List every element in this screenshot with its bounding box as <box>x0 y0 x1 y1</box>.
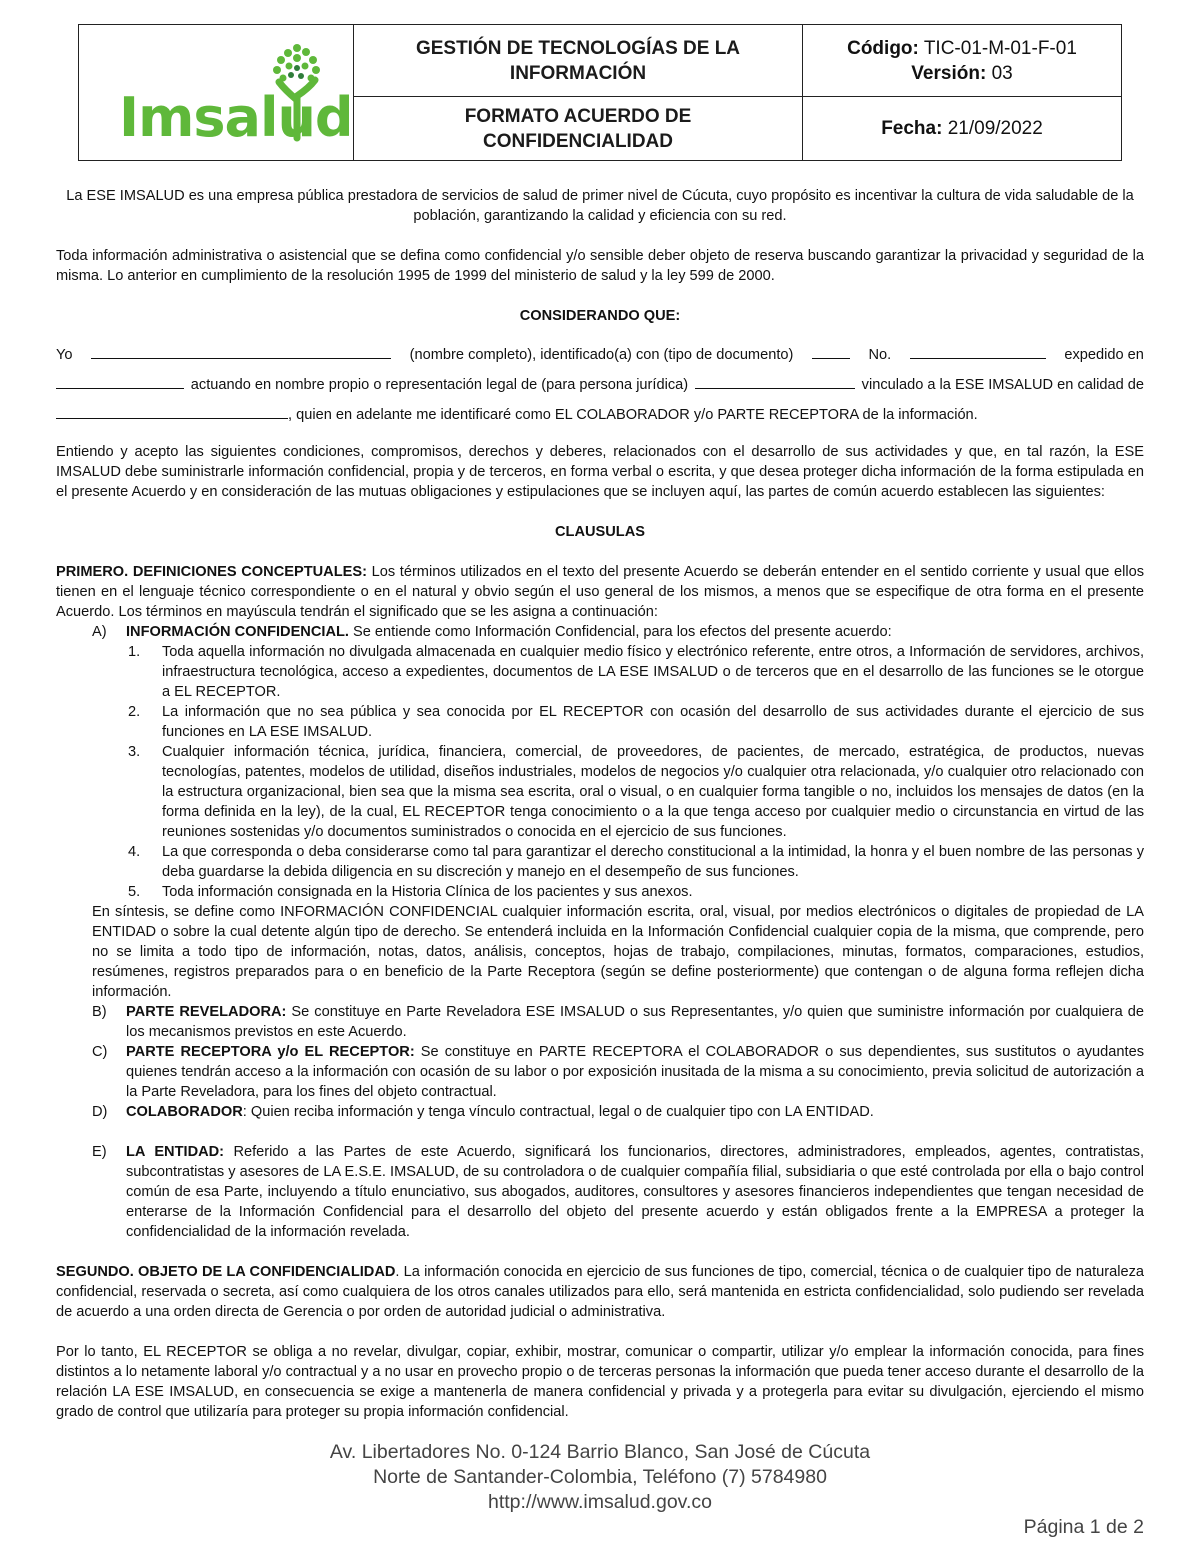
clausulas-heading: CLAUSULAS <box>555 524 645 540</box>
document-type-blank[interactable] <box>812 344 850 359</box>
list-item <box>56 842 1144 882</box>
form-actuando-label: actuando en nombre propio o representación legal de (para persona jurídica) <box>190 377 689 393</box>
definition-d <box>56 1102 1144 1122</box>
codigo-value: TIC-01-M-01-F-01 <box>923 37 1077 59</box>
list-item-number: 2. <box>128 704 141 720</box>
version-label: Versión: <box>911 62 987 84</box>
document-number-blank[interactable] <box>910 344 1046 359</box>
form-nombre-label: (nombre completo), identificado(a) con (tipo de documento) <box>409 347 794 363</box>
list-item-text: Toda información consignada en la Historia Clínica de los pacientes y sus anexos. <box>162 884 693 900</box>
segundo-title: SEGUNDO. OBJETO DE LA CONFIDENCIALIDAD <box>56 1264 396 1280</box>
logo-wordmark: Imsalud <box>119 85 353 149</box>
form-quien-label: , quien en adelante me identificaré como EL COLABORADOR y/o PARTE RECEPTORA de la información. <box>288 407 978 423</box>
list-item <box>56 882 1144 902</box>
intro-paragraph-1: La ESE IMSALUD es una empresa pública prestadora de servicios de salud de primer nivel de Cúcuta, cuyo propósito es incentivar la cultura de vida saludable de la población, garantizando la calidad y eficiencia con su red. <box>66 188 1134 224</box>
list-item <box>56 742 1144 842</box>
definition-b-title: PARTE REVELADORA: <box>126 1004 287 1020</box>
entiendo-paragraph: Entiendo y acepto las siguientes condiciones, compromisos, derechos y deberes, relacionados con el desarrollo de sus actividades y que, en tal razón, la ESE IMSALUD debe suministrarle información confidencial, propia y de terceros, en forma verbal o escrita, y que desea proteger dicha información de la forma estipulada en el presente Acuerdo y en consideración de las mutuas obligaciones y estipulaciones que se incluyen aquí, las partes de común acuerdo establecen las siguientes: <box>56 444 1144 500</box>
form-expedido-label: expedido en <box>1064 347 1144 363</box>
definition-e <box>56 1142 1144 1242</box>
definition-a-title: INFORMACIÓN CONFIDENCIAL. <box>126 624 349 640</box>
footer-website-link[interactable]: http://www.imsalud.gov.co <box>488 1491 712 1513</box>
fecha-value: 21/09/2022 <box>947 118 1043 139</box>
list-item-text: Cualquier información técnica, jurídica, financiera, comercial, de proveedores, de pacientes, de mercado, estratégica, de productos, nuevas tecnologías, patentes, modelos de utilidad, diseños industriales, modelos de negocios y/o cualquier otra relacionada, y/o cualquier otro relacionado con la estructura organizacional, bien sea que la misma sea escrita, oral o visual, o en cualquier forma tangible o no, incluidos los mensajes de datos (en la forma definida en la ley), de la cual, EL RECEPTOR tenga conocimiento o a la que tenga acceso por cualquier medio o circunstancia en virtud de las reuniones sostenidas y/o documentos suministrados o conocida en el ejercicio de sus funciones. <box>162 744 1144 840</box>
page-footer <box>0 1440 1200 1515</box>
role-blank[interactable] <box>56 404 288 419</box>
format-title-line2: CONFIDENCIALIDAD <box>483 130 673 152</box>
version-value: 03 <box>991 62 1013 84</box>
clause-primero <box>56 562 1144 622</box>
process-title-line1: GESTIÓN DE TECNOLOGÍAS DE LA <box>415 37 741 59</box>
primero-text: Los términos utilizados en el texto del presente Acuerdo se deberán entender en el sentido corriente y usual que ellos tienen en el lenguaje técnico correspondiente o en el natural y obvio según el uso general de los mismos, a menos que se especifique de otra forma en el presente Acuerdo. Los términos en mayúscula tendrán el significado que se les asigna a continuación: <box>56 564 1144 620</box>
issued-place-blank[interactable] <box>56 374 184 389</box>
identification-form <box>56 340 1144 430</box>
clause-segundo <box>56 1262 1144 1322</box>
legal-entity-blank[interactable] <box>695 374 855 389</box>
portanto-paragraph: Por lo tanto, EL RECEPTOR se obliga a no revelar, divulgar, copiar, exhibir, mostrar, comunicar o compartir, utilizar y/o emplear la información conocida, para fines distintos a lo netamente laboral y/o contractual y a no usar en provecho propio o de terceras personas la información que pueda tener acceso durante el desarrollo de la relación LA ESE IMSALUD, en consecuencia se exige a mantenerla de manera confidencial y privada y a protegerla para evitar su divulgación, ejerciendo el mismo grado de control que utilizaría para proteger su propia información confidencial. <box>56 1344 1144 1420</box>
definition-a-label: A) <box>92 624 107 640</box>
list-item-text: La información que no sea pública y sea conocida por EL RECEPTOR con ocasión del desarrollo de sus actividades durante el ejercicio de sus funciones en LA ESE IMSALUD. <box>162 704 1144 740</box>
footer-address: Av. Libertadores No. 0-124 Barrio Blanco, San José de Cúcuta <box>329 1441 871 1463</box>
definition-a-text: Se entiende como Información Confidencial, para los efectos del presente acuerdo: <box>348 624 892 640</box>
definition-d-title: COLABORADOR <box>126 1104 243 1120</box>
definition-b-text: Se constituye en Parte Reveladora ESE IMSALUD o sus Representantes, y/o quien que suministre información por cualquiera de los mecanismos previstos en este Acuerdo. <box>126 1004 1144 1040</box>
process-title-line2: INFORMACIÓN <box>509 62 647 84</box>
primero-title: PRIMERO. DEFINICIONES CONCEPTUALES: <box>56 564 367 580</box>
definition-c-text: Se constituye en PARTE RECEPTORA el COLABORADOR o sus dependientes, sus sustitutos o ayudantes quienes tendrán acceso a la información con ocasión de su labor o por exposición inusitada de la misma a su conocimiento, previa solicitud de autorización a la Parte Reveladora, para los fines del objeto contractual. <box>126 1044 1144 1100</box>
list-item-number: 5. <box>128 884 141 900</box>
definition-e-title: LA ENTIDAD: <box>126 1144 225 1160</box>
segundo-text: . La información conocida en ejercicio de sus funciones de tipo, comercial, técnica o de cualquier tipo de naturaleza confidencial, reservada o secreta, así como cualquiera de los otros canales utilizados para ello, será mantenida en estricta confidencialidad, solo pudiendo ser revelada de acuerdo a una orden directa de Gerencia o por orden de autoridad judicial o administrativa. <box>56 1264 1144 1320</box>
considerando-heading: CONSIDERANDO QUE: <box>519 308 681 324</box>
definition-c-label: C) <box>92 1044 108 1060</box>
definition-c-title: PARTE RECEPTORA y/o EL RECEPTOR: <box>126 1044 415 1060</box>
list-item-text: Toda aquella información no divulgada almacenada en cualquier medio físico y electrónico referente, entre otros, a Información de servidores, archivos, infraestructura tecnológica, acceso a expedientes, documentos de LA ESE IMSALUD o de terceros que en el desarrollo de las funciones se le otorgue a EL RECEPTOR. <box>162 644 1144 700</box>
definition-b <box>56 1002 1144 1042</box>
document-body <box>56 186 1144 1422</box>
sintesis-paragraph: En síntesis, se define como INFORMACIÓN CONFIDENCIAL cualquier información escrita, oral, visual, por medios electrónicos o digitales de propiedad de LA ENTIDAD o sobre la cual detente algún tipo de derecho. Se entenderá incluida en la Información Confidencial cualquier copia de la misma, que comprende, pero no se limita a todo tipo de información, notas, datos, análisis, conceptos, hojas de trabajo, compilaciones, minutas, formatos, comparaciones, estudios, resúmenes, registros preparados para o en beneficio de la Parte Receptora (según se define posteriormente) que contengan o de alguna forma reflejen dicha información. <box>92 904 1144 1000</box>
definition-e-label: E) <box>92 1144 107 1160</box>
form-vinculado-label: vinculado a la ESE IMSALUD en calidad de <box>861 377 1144 393</box>
format-title-line1: FORMATO ACUERDO DE <box>464 105 692 127</box>
fecha-label: Fecha: <box>881 118 943 139</box>
logo-cell <box>79 25 354 161</box>
form-no-label: No. <box>868 347 892 363</box>
list-item-number: 4. <box>128 844 141 860</box>
list-item-number: 1. <box>128 644 141 660</box>
definition-c <box>56 1042 1144 1102</box>
intro-paragraph-2: Toda información administrativa o asistencial que se defina como confidencial y/o sensible deber objeto de reserva buscando garantizar la privacidad y seguridad de la misma. Lo anterior en cumplimiento de la resolución 1995 de 1999 del ministerio de salud y la ley 599 de 2000. <box>56 248 1144 284</box>
definition-d-text: : Quien reciba información y tenga vínculo contractual, legal o de cualquier tipo con LA ENTIDAD. <box>242 1104 874 1120</box>
date-cell <box>803 97 1122 161</box>
list-item-number: 3. <box>128 744 141 760</box>
definition-a <box>56 622 1144 642</box>
definition-d-label: D) <box>92 1104 108 1120</box>
list-item-text: La que corresponda o deba considerarse como tal para garantizar el derecho constitucional a la intimidad, la honra y el buen nombre de las personas y deba guardarse la debida diligencia en su discreción y manejo en el desempeño de sus funciones. <box>162 844 1144 880</box>
format-title-cell <box>354 97 803 161</box>
full-name-blank[interactable] <box>91 344 391 359</box>
form-yo-label: Yo <box>56 347 73 363</box>
code-version-cell <box>803 25 1122 97</box>
page-number: Página 1 de 2 <box>1023 1516 1144 1538</box>
footer-phone: Norte de Santander-Colombia, Teléfono (7) 5784980 <box>373 1466 827 1488</box>
imsalud-logo <box>101 38 353 149</box>
process-title-cell <box>354 25 803 97</box>
list-item <box>56 642 1144 702</box>
document-header <box>78 24 1122 161</box>
definition-b-label: B) <box>92 1004 107 1020</box>
codigo-label: Código: <box>847 37 919 59</box>
list-item <box>56 702 1144 742</box>
definition-e-text: Referido a las Partes de este Acuerdo, significará los funcionarios, directores, administradores, empleados, agentes, contratistas, subcontratistas y asesores de LA E.S.E. IMSALUD, de su controladora o de cualquier compañía filial, subsidiaria o que esté controlada por ella o bajo control común de esa Parte, incluyendo a título enunciativo, sus abogados, auditores, consultores y asesores financieros independientes que tengan necesidad de enterarse de la Información Confidencial para el desarrollo del objeto del presente acuerdo y están obligados frente a la EMPRESA a proteger la confidencialidad de la información revelada. <box>126 1144 1144 1240</box>
